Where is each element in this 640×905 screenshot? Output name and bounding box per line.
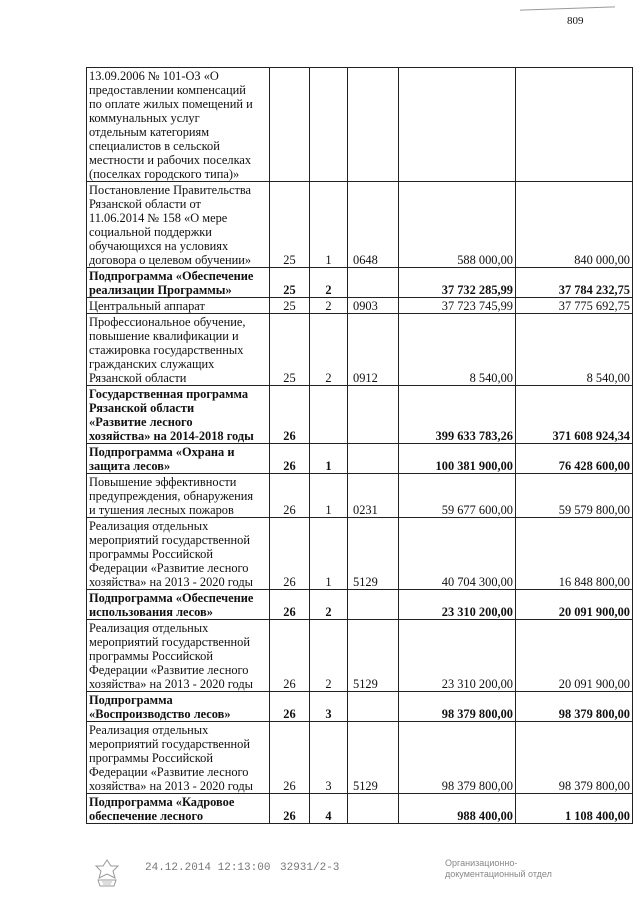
- table-row: [87, 182, 633, 268]
- row-name-line: коммунальных услуг: [89, 111, 200, 125]
- budget-table: [86, 67, 633, 824]
- table-row: [87, 386, 633, 444]
- row-name-line: Профессиональное обучение,: [89, 315, 246, 329]
- amount-2014-cell: 23 310 200,00: [399, 590, 516, 620]
- amount-2015-cell: 371 608 924,34: [516, 386, 633, 444]
- row-name-line: стажировка государственных: [89, 343, 244, 357]
- subprogram-code-cell: 1: [310, 444, 348, 474]
- row-name-line: Федерации «Развитие лесного: [89, 765, 249, 779]
- row-name-cell: [87, 518, 270, 590]
- target-code-cell: [348, 692, 399, 722]
- row-name-cell: [87, 268, 270, 298]
- row-name-line: хозяйства» на 2013 - 2020 годы: [89, 575, 253, 589]
- row-name-cell: [87, 298, 270, 314]
- table-row: [87, 298, 633, 314]
- target-code-cell: 0912: [348, 314, 399, 386]
- table-row: [87, 722, 633, 794]
- program-code-cell: 25: [270, 182, 310, 268]
- table-row: [87, 620, 633, 692]
- row-name-line: Федерации «Развитие лесного: [89, 561, 249, 575]
- target-code-cell: [348, 794, 399, 824]
- amount-2015-cell: 98 379 800,00: [516, 722, 633, 794]
- row-name-line: «Воспроизводство лесов»: [89, 707, 231, 721]
- target-code-cell: 0903: [348, 298, 399, 314]
- row-name-line: Центральный аппарат: [89, 299, 205, 313]
- row-name-line: Подпрограмма «Кадровое: [89, 795, 235, 809]
- row-name-line: повышение квалификации и: [89, 329, 239, 343]
- row-name-cell: [87, 386, 270, 444]
- target-code-cell: 0648: [348, 182, 399, 268]
- target-code-cell: 0231: [348, 474, 399, 518]
- amount-2015-cell: 59 579 800,00: [516, 474, 633, 518]
- amount-2014-cell: 98 379 800,00: [399, 692, 516, 722]
- row-name-cell: [87, 314, 270, 386]
- amount-2014-cell: [399, 68, 516, 182]
- stamp-org-line: Организационно-: [445, 858, 518, 868]
- page-number: 809: [567, 15, 584, 27]
- row-name-line: специалистов в сельской: [89, 139, 220, 153]
- table-row: [87, 314, 633, 386]
- subprogram-code-cell: 2: [310, 590, 348, 620]
- amount-2015-cell: 20 091 900,00: [516, 620, 633, 692]
- row-name-line: программы Российской: [89, 649, 213, 663]
- row-name-line: программы Российской: [89, 547, 213, 561]
- subprogram-code-cell: 2: [310, 268, 348, 298]
- row-name-line: Подпрограмма «Обеспечение: [89, 591, 254, 605]
- amount-2014-cell: 37 723 745,99: [399, 298, 516, 314]
- target-code-cell: [348, 268, 399, 298]
- row-name-line: (поселках городского типа)»: [89, 167, 240, 181]
- budget-table-body: [87, 68, 633, 824]
- row-name-line: социальной поддержки: [89, 225, 212, 239]
- row-name-line: гражданских служащих: [89, 357, 215, 371]
- row-name-line: договора о целевом обучении»: [89, 253, 252, 267]
- row-name-line: использования лесов»: [89, 605, 213, 619]
- row-name-line: хозяйства» на 2013 - 2020 годы: [89, 677, 253, 691]
- table-row: [87, 794, 633, 824]
- row-name-line: хозяйства» на 2014-2018 годы: [89, 429, 254, 443]
- stamp-organization: [445, 858, 552, 880]
- amount-2015-cell: 840 000,00: [516, 182, 633, 268]
- table-row: [87, 590, 633, 620]
- row-name-line: 13.09.2006 № 101-ОЗ «О: [89, 69, 219, 83]
- target-code-cell: [348, 590, 399, 620]
- program-code-cell: 26: [270, 692, 310, 722]
- amount-2014-cell: 23 310 200,00: [399, 620, 516, 692]
- subprogram-code-cell: 1: [310, 518, 348, 590]
- amount-2015-cell: 98 379 800,00: [516, 692, 633, 722]
- emblem-icon: [92, 858, 122, 888]
- row-name-line: защита лесов»: [89, 459, 171, 473]
- target-code-cell: 5129: [348, 518, 399, 590]
- row-name-line: обучающихся на условиях: [89, 239, 229, 253]
- scan-artifact-line: [520, 6, 615, 10]
- program-code-cell: 25: [270, 268, 310, 298]
- stamp-timestamp: 24.12.2014 12:13:00: [145, 862, 271, 874]
- row-name-line: реализации Программы»: [89, 283, 232, 297]
- row-name-line: Подпрограмма «Обеспечение: [89, 269, 254, 283]
- row-name-line: мероприятий государственной: [89, 635, 250, 649]
- table-row: [87, 68, 633, 182]
- row-name-line: предоставлении компенсаций: [89, 83, 246, 97]
- row-name-line: хозяйства» на 2013 - 2020 годы: [89, 779, 253, 793]
- row-name-line: Реализация отдельных: [89, 621, 209, 635]
- row-name-line: программы Российской: [89, 751, 213, 765]
- table-row: [87, 518, 633, 590]
- program-code-cell: 26: [270, 444, 310, 474]
- row-name-line: Постановление Правительства: [89, 183, 252, 197]
- row-name-line: по оплате жилых помещений и: [89, 97, 253, 111]
- amount-2014-cell: 59 677 600,00: [399, 474, 516, 518]
- amount-2014-cell: 588 000,00: [399, 182, 516, 268]
- subprogram-code-cell: 1: [310, 474, 348, 518]
- program-code-cell: 25: [270, 314, 310, 386]
- program-code-cell: 26: [270, 518, 310, 590]
- footer-stamp: [0, 858, 640, 898]
- subprogram-code-cell: 2: [310, 620, 348, 692]
- amount-2014-cell: 988 400,00: [399, 794, 516, 824]
- row-name-line: мероприятий государственной: [89, 533, 250, 547]
- row-name-line: предупреждения, обнаружения: [89, 489, 254, 503]
- row-name-cell: [87, 722, 270, 794]
- subprogram-code-cell: 2: [310, 314, 348, 386]
- row-name-line: Подпрограмма: [89, 693, 173, 707]
- program-code-cell: 26: [270, 386, 310, 444]
- amount-2015-cell: 76 428 600,00: [516, 444, 633, 474]
- row-name-line: обеспечение лесного: [89, 809, 204, 823]
- amount-2014-cell: 100 381 900,00: [399, 444, 516, 474]
- stamp-org-line: документационный отдел: [445, 869, 552, 879]
- table-row: [87, 474, 633, 518]
- row-name-line: Федерации «Развитие лесного: [89, 663, 249, 677]
- subprogram-code-cell: 1: [310, 182, 348, 268]
- amount-2015-cell: 20 091 900,00: [516, 590, 633, 620]
- subprogram-code-cell: [310, 386, 348, 444]
- program-code-cell: 26: [270, 474, 310, 518]
- row-name-cell: [87, 68, 270, 182]
- row-name-line: 11.06.2014 № 158 «О мере: [89, 211, 228, 225]
- subprogram-code-cell: 4: [310, 794, 348, 824]
- row-name-cell: [87, 794, 270, 824]
- amount-2014-cell: 98 379 800,00: [399, 722, 516, 794]
- program-code-cell: 25: [270, 298, 310, 314]
- target-code-cell: 5129: [348, 620, 399, 692]
- row-name-line: Рязанской области: [89, 401, 195, 415]
- program-code-cell: 26: [270, 722, 310, 794]
- table-row: [87, 444, 633, 474]
- subprogram-code-cell: 2: [310, 298, 348, 314]
- target-code-cell: 5129: [348, 722, 399, 794]
- row-name-cell: [87, 182, 270, 268]
- table-row: [87, 692, 633, 722]
- stamp-doc-code: 32931/2-3: [280, 862, 340, 874]
- program-code-cell: 26: [270, 590, 310, 620]
- row-name-line: Рязанской области: [89, 371, 187, 385]
- target-code-cell: [348, 386, 399, 444]
- amount-2015-cell: [516, 68, 633, 182]
- program-code-cell: 26: [270, 620, 310, 692]
- row-name-cell: [87, 692, 270, 722]
- target-code-cell: [348, 68, 399, 182]
- amount-2014-cell: 399 633 783,26: [399, 386, 516, 444]
- table-row: [87, 268, 633, 298]
- row-name-line: местности и рабочих поселках: [89, 153, 252, 167]
- amount-2014-cell: 40 704 300,00: [399, 518, 516, 590]
- subprogram-code-cell: [310, 68, 348, 182]
- row-name-line: «Развитие лесного: [89, 415, 193, 429]
- row-name-line: Реализация отдельных: [89, 723, 209, 737]
- row-name-line: отдельным категориям: [89, 125, 210, 139]
- row-name-cell: [87, 620, 270, 692]
- amount-2015-cell: 37 775 692,75: [516, 298, 633, 314]
- row-name-line: Государственная программа: [89, 387, 249, 401]
- subprogram-code-cell: 3: [310, 722, 348, 794]
- amount-2014-cell: 37 732 285,99: [399, 268, 516, 298]
- row-name-line: Повышение эффективности: [89, 475, 237, 489]
- amount-2014-cell: 8 540,00: [399, 314, 516, 386]
- target-code-cell: [348, 444, 399, 474]
- row-name-line: и тушения лесных пожаров: [89, 503, 234, 517]
- row-name-line: Рязанской области от: [89, 197, 201, 211]
- subprogram-code-cell: 3: [310, 692, 348, 722]
- amount-2015-cell: 8 540,00: [516, 314, 633, 386]
- row-name-line: мероприятий государственной: [89, 737, 250, 751]
- program-code-cell: 26: [270, 794, 310, 824]
- program-code-cell: [270, 68, 310, 182]
- amount-2015-cell: 16 848 800,00: [516, 518, 633, 590]
- row-name-line: Реализация отдельных: [89, 519, 209, 533]
- amount-2015-cell: 1 108 400,00: [516, 794, 633, 824]
- amount-2015-cell: 37 784 232,75: [516, 268, 633, 298]
- row-name-line: Подпрограмма «Охрана и: [89, 445, 235, 459]
- row-name-cell: [87, 590, 270, 620]
- row-name-cell: [87, 474, 270, 518]
- row-name-cell: [87, 444, 270, 474]
